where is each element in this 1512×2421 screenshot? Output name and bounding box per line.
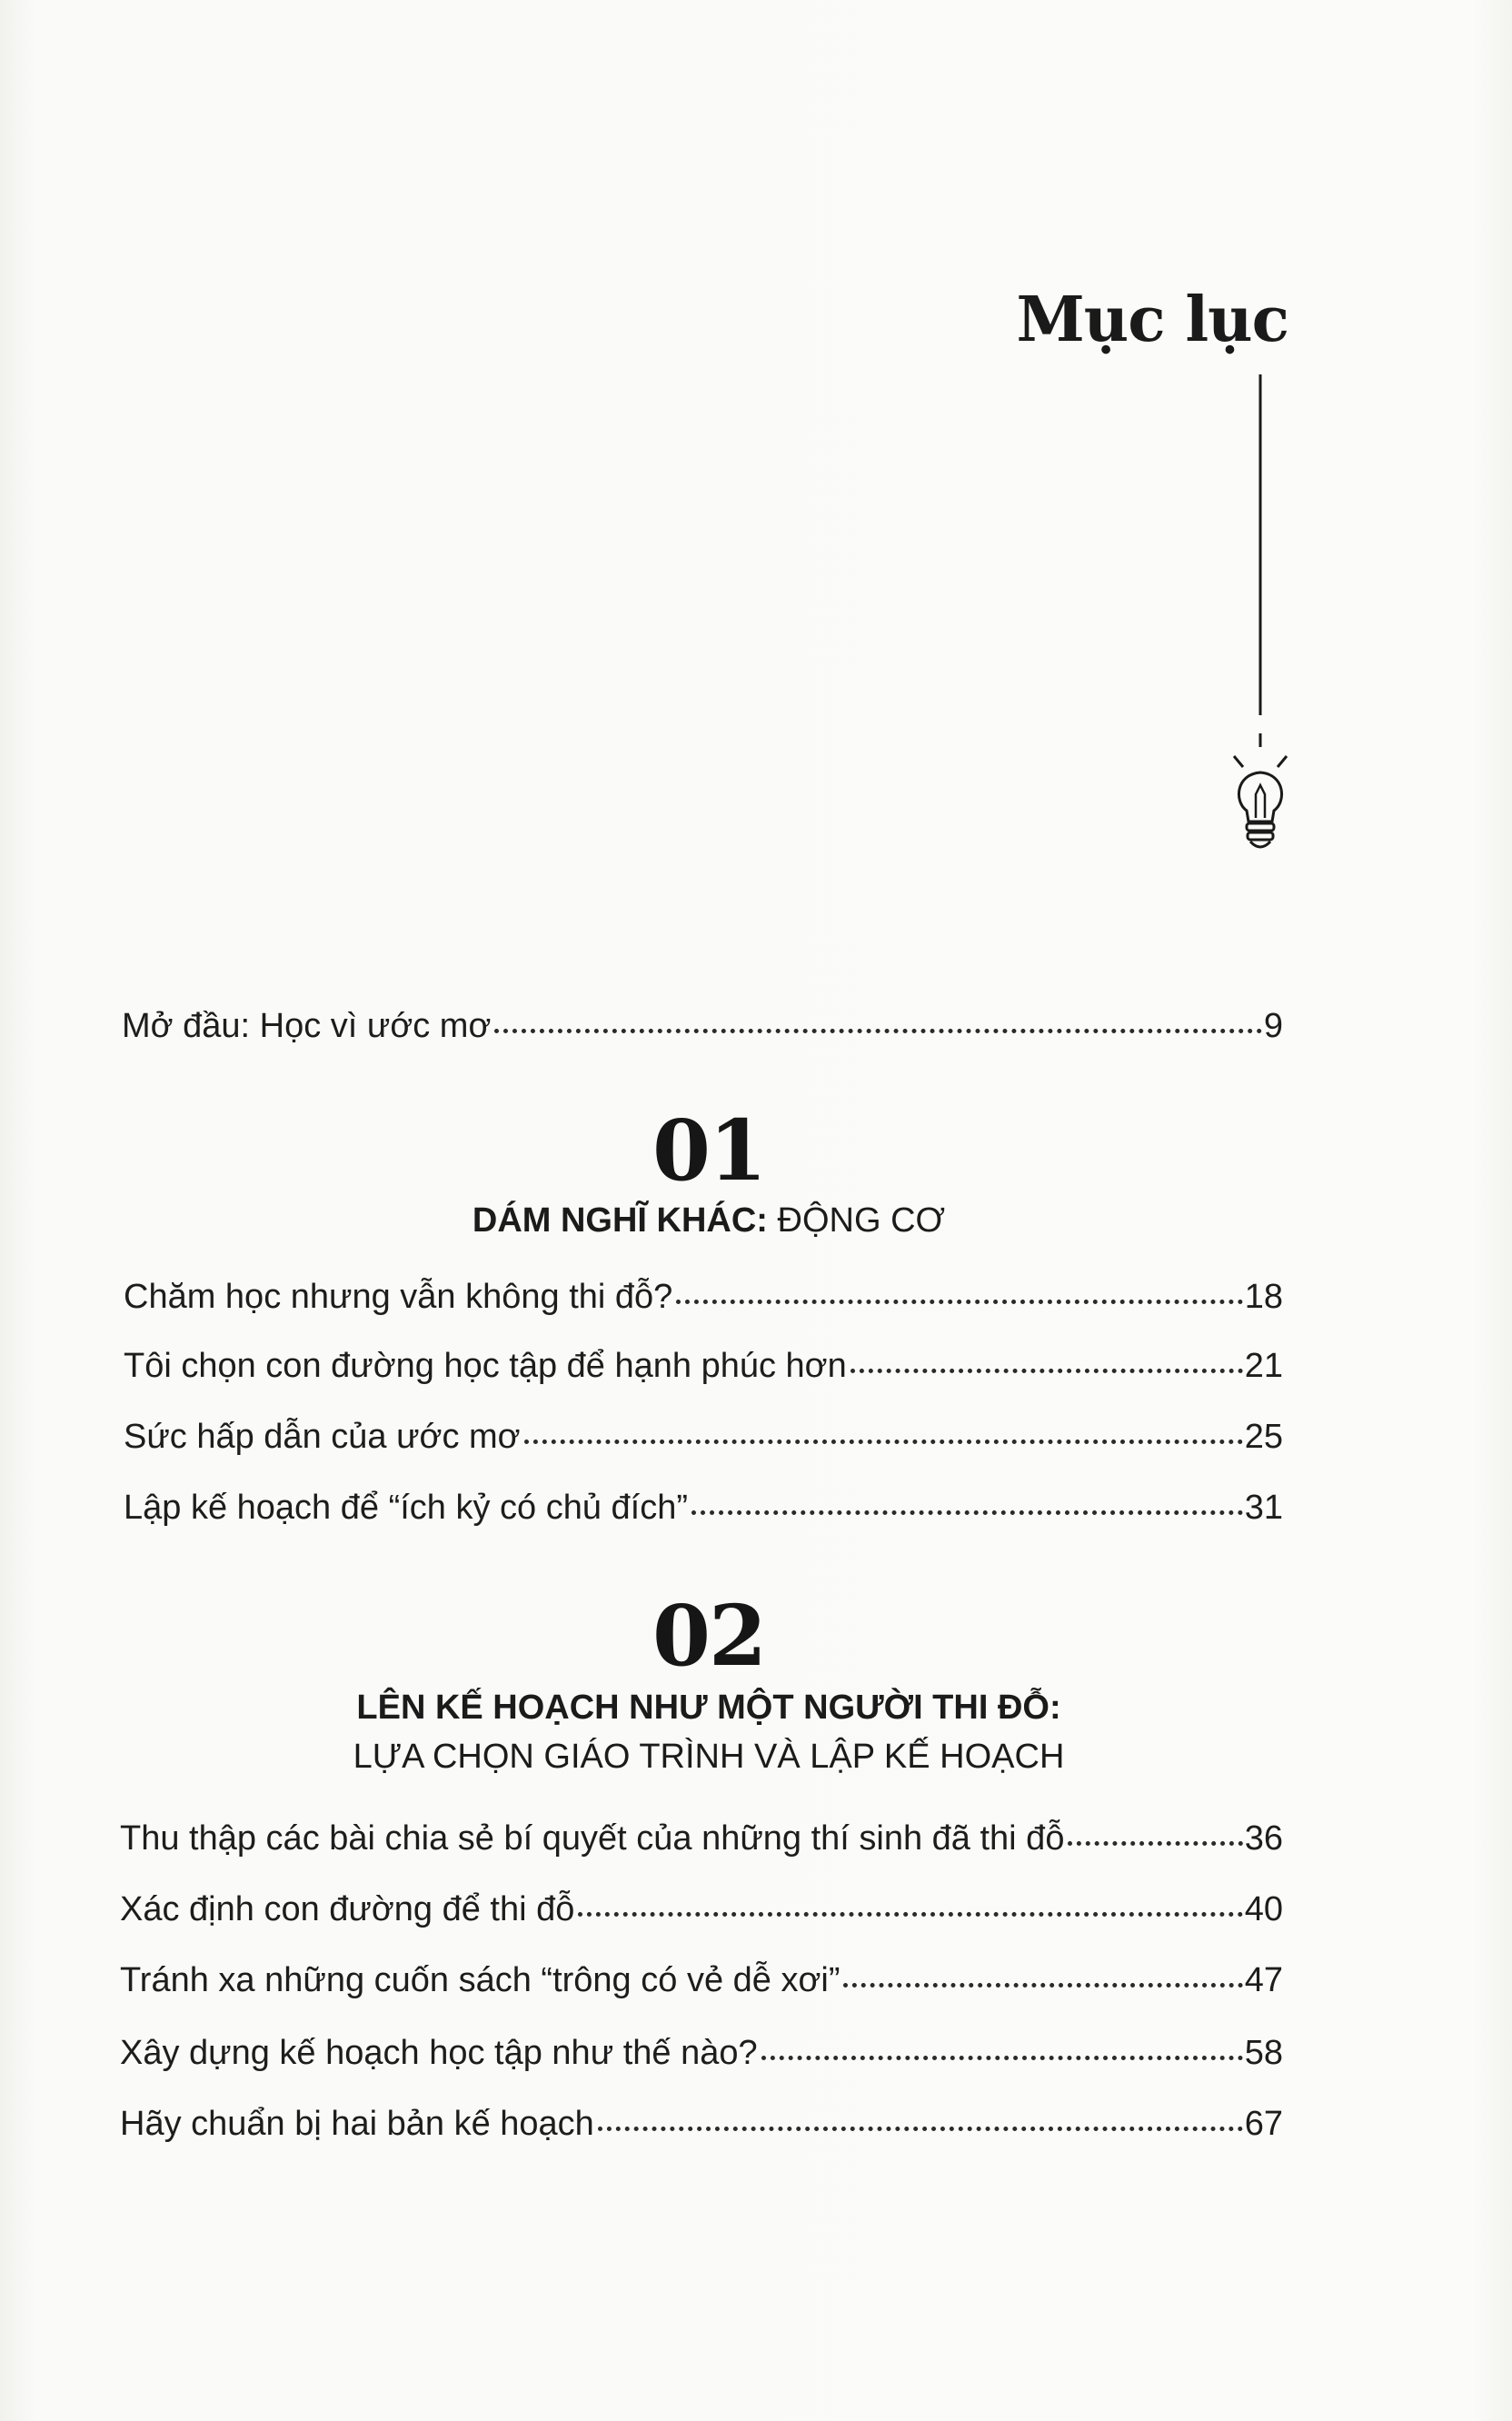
toc-entry-title: Xây dựng kế hoạch học tập như thế nào? — [120, 2034, 758, 2072]
toc-entry-page: 67 — [1244, 2105, 1283, 2143]
toc-entry[interactable] — [120, 2107, 1283, 2141]
toc-entry-page: 36 — [1244, 1819, 1283, 1858]
part-subheading: LỰA CHỌN GIÁO TRÌNH VÀ LẬP KẾ HOẠCH — [353, 1738, 1065, 1776]
dot-leader — [843, 1983, 1242, 1988]
toc-entry-page: 40 — [1244, 1890, 1283, 1928]
toc-entry-page: 47 — [1244, 1961, 1283, 1999]
dot-leader — [691, 1510, 1243, 1515]
toc-entry[interactable] — [124, 1490, 1283, 1525]
dot-leader — [850, 1369, 1243, 1373]
toc-entry-page: 31 — [1244, 1489, 1283, 1527]
part-heading — [0, 1689, 1418, 1728]
toc-entry-title: Thu thập các bài chia sẻ bí quyết của những thí sinh đã thi đỗ — [120, 1819, 1065, 1858]
dot-leader — [494, 1029, 1261, 1033]
toc-entry-page: 18 — [1244, 1278, 1283, 1316]
dot-leader — [676, 1300, 1242, 1304]
toc-entry-page: 25 — [1244, 1418, 1283, 1456]
part-heading-bold: LÊN KẾ HOẠCH NHƯ MỘT NGƯỜI THI ĐỖ: — [356, 1689, 1061, 1727]
toc-entry-title: Lập kế hoạch để “ích kỷ có chủ đích” — [124, 1489, 689, 1527]
toc-entry-title: Xác định con đường để thi đỗ — [120, 1890, 575, 1928]
lightbulb-icon — [1219, 374, 1301, 883]
toc-entry[interactable] — [120, 1892, 1283, 1927]
part-number: 02 — [652, 1587, 766, 1685]
toc-entry-page: 21 — [1244, 1347, 1283, 1385]
part-number: 01 — [652, 1101, 766, 1200]
toc-entry[interactable] — [120, 2036, 1283, 2070]
toc-entry[interactable] — [120, 1963, 1283, 1998]
part-heading — [0, 1201, 1418, 1240]
toc-entry[interactable] — [120, 1821, 1283, 1856]
toc-entry[interactable] — [124, 1420, 1283, 1454]
dot-leader — [524, 1440, 1243, 1444]
toc-entry-title: Tôi chọn con đường học tập để hạnh phúc hơn — [124, 1347, 847, 1385]
toc-entry-page: 9 — [1263, 1007, 1283, 1045]
toc-entry-title: Hãy chuẩn bị hai bản kế hoạch — [120, 2105, 594, 2143]
toc-entry-title: Sức hấp dẫn của ước mơ — [124, 1418, 521, 1456]
toc-entry-title: Mở đầu: Học vì ước mơ — [122, 1007, 492, 1045]
page-title: Mục lục — [1016, 284, 1288, 356]
part-heading-regular: ĐỘNG CƠ — [777, 1201, 946, 1240]
dot-leader — [761, 2056, 1243, 2060]
toc-entry[interactable] — [124, 1280, 1283, 1314]
toc-entry-title: Tránh xa những cuốn sách “trông có vẻ dễ xơi” — [120, 1961, 841, 1999]
toc-entry[interactable] — [124, 1349, 1283, 1383]
toc-entry-page: 58 — [1244, 2034, 1283, 2072]
dot-leader — [1068, 1841, 1242, 1846]
toc-entry-title: Chăm học nhưng vẫn không thi đỗ? — [124, 1278, 673, 1316]
part-heading-bold: DÁM NGHĨ KHÁC: — [472, 1201, 768, 1240]
toc-entry-intro[interactable] — [122, 1009, 1283, 1043]
dot-leader — [598, 2127, 1243, 2131]
dot-leader — [578, 1912, 1242, 1917]
